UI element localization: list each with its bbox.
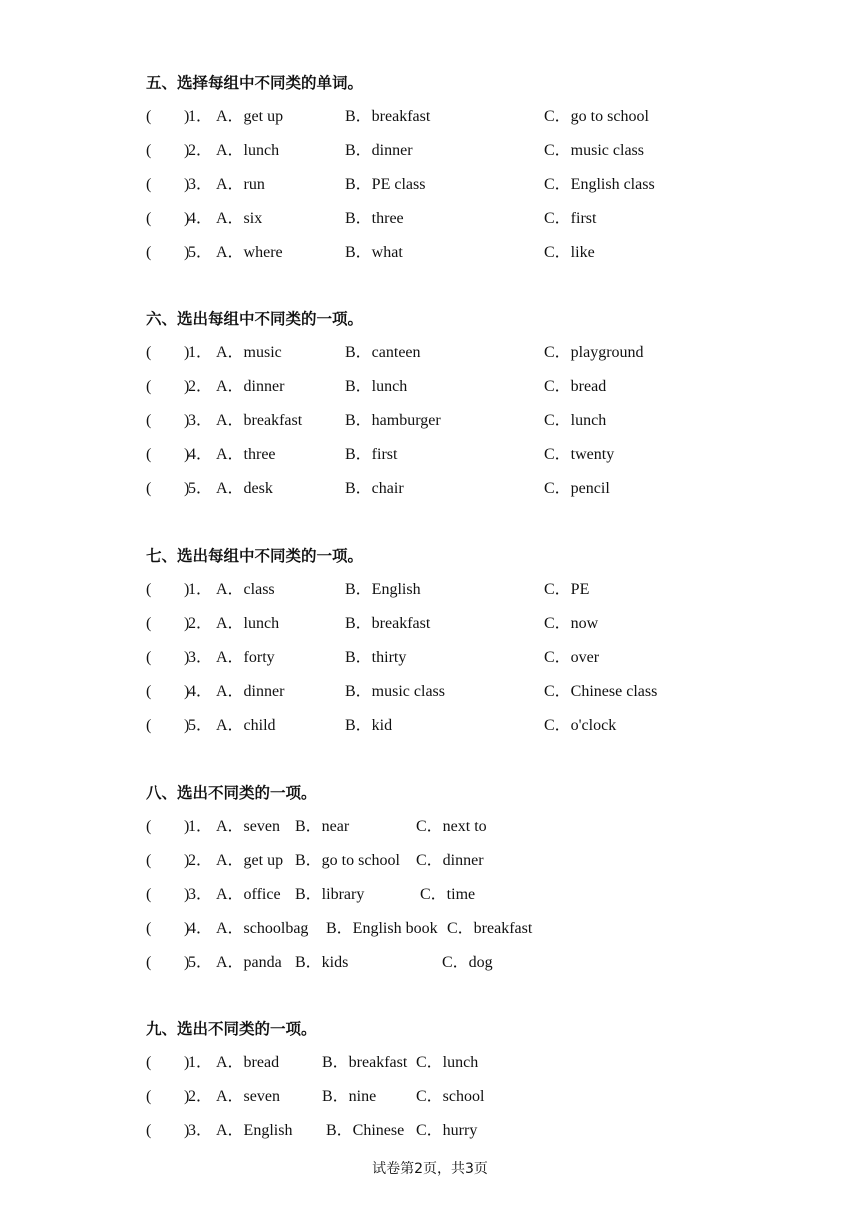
option-a: A．panda xyxy=(216,954,282,971)
answer-paren-left: ( xyxy=(146,176,152,193)
option-b: B．dinner xyxy=(345,142,413,159)
question-number: 5． xyxy=(188,954,213,971)
section-title: 九、选出不同类的一项。 xyxy=(146,1020,317,1038)
option-b: B．library xyxy=(295,886,365,903)
answer-paren-left: ( xyxy=(146,210,152,227)
answer-paren-right: ) xyxy=(184,108,190,125)
option-c: C．hurry xyxy=(416,1122,478,1139)
option-b: B．PE class xyxy=(345,176,426,193)
option-c: C．lunch xyxy=(544,412,607,429)
option-a: A．class xyxy=(216,581,275,598)
option-b: B．English book xyxy=(326,920,438,937)
section-title: 六、选出每组中不同类的一项。 xyxy=(146,310,364,328)
question-number: 5． xyxy=(188,244,213,261)
question-section xyxy=(146,1012,826,1148)
answer-paren-left: ( xyxy=(146,649,152,666)
option-c: C．twenty xyxy=(544,446,615,463)
option-a: A．dinner xyxy=(216,378,285,395)
option-a: A．where xyxy=(216,244,283,261)
option-b: B．three xyxy=(345,210,404,227)
question-number: 1． xyxy=(188,581,213,598)
question-number: 3． xyxy=(188,886,213,903)
answer-paren-left: ( xyxy=(146,1054,152,1071)
option-c: C．Chinese class xyxy=(544,683,658,700)
option-c: C．o'clock xyxy=(544,717,617,734)
answer-paren-right: ) xyxy=(184,818,190,835)
answer-paren-right: ) xyxy=(184,244,190,261)
answer-paren-right: ) xyxy=(184,446,190,463)
option-c: C．playground xyxy=(544,344,644,361)
question-number: 4． xyxy=(188,683,213,700)
answer-paren-left: ( xyxy=(146,954,152,971)
option-c: C．first xyxy=(544,210,597,227)
answer-paren-left: ( xyxy=(146,378,152,395)
option-c: C．PE xyxy=(544,581,590,598)
option-a: A．English xyxy=(216,1122,293,1139)
section-title: 五、选择每组中不同类的单词。 xyxy=(146,74,364,92)
answer-paren-left: ( xyxy=(146,818,152,835)
question-section xyxy=(146,302,826,506)
question-number: 3． xyxy=(188,176,213,193)
option-c: C．dinner xyxy=(416,852,484,869)
question-number: 5． xyxy=(188,480,213,497)
option-c: C．over xyxy=(544,649,600,666)
question-row xyxy=(146,438,826,472)
question-number: 2． xyxy=(188,142,213,159)
option-b: B．first xyxy=(345,446,398,463)
option-b: B．breakfast xyxy=(345,615,431,632)
option-b: B．thirty xyxy=(345,649,407,666)
section-title: 七、选出每组中不同类的一项。 xyxy=(146,547,364,565)
option-b: B．Chinese xyxy=(326,1122,405,1139)
question-number: 4． xyxy=(188,210,213,227)
answer-paren-left: ( xyxy=(146,1122,152,1139)
answer-paren-left: ( xyxy=(146,412,152,429)
question-row xyxy=(146,573,826,607)
answer-paren-right: ) xyxy=(184,210,190,227)
answer-paren-right: ) xyxy=(184,954,190,971)
question-number: 2． xyxy=(188,1088,213,1105)
question-row xyxy=(146,1114,826,1148)
option-a: A．dinner xyxy=(216,683,285,700)
answer-paren-right: ) xyxy=(184,649,190,666)
option-a: A．forty xyxy=(216,649,275,666)
option-a: A．seven xyxy=(216,1088,280,1105)
option-a: A．office xyxy=(216,886,281,903)
question-row xyxy=(146,168,826,202)
option-b: B．breakfast xyxy=(322,1054,408,1071)
option-c: C．time xyxy=(420,886,476,903)
question-number: 1． xyxy=(188,344,213,361)
option-b: B．what xyxy=(345,244,403,261)
question-row xyxy=(146,404,826,438)
answer-paren-right: ) xyxy=(184,142,190,159)
option-b: B．canteen xyxy=(345,344,421,361)
question-number: 1． xyxy=(188,108,213,125)
answer-paren-right: ) xyxy=(184,615,190,632)
option-a: A．six xyxy=(216,210,263,227)
question-row xyxy=(146,370,826,404)
option-c: C．like xyxy=(544,244,595,261)
question-number: 3． xyxy=(188,1122,213,1139)
question-section xyxy=(146,539,826,743)
question-number: 5． xyxy=(188,717,213,734)
option-b: B．lunch xyxy=(345,378,408,395)
question-number: 3． xyxy=(188,649,213,666)
section-title: 八、选出不同类的一项。 xyxy=(146,784,317,802)
option-a: A．get up xyxy=(216,108,284,125)
question-row xyxy=(146,810,826,844)
option-b: B．chair xyxy=(345,480,404,497)
question-row xyxy=(146,134,826,168)
answer-paren-left: ( xyxy=(146,344,152,361)
answer-paren-left: ( xyxy=(146,480,152,497)
answer-paren-left: ( xyxy=(146,886,152,903)
answer-paren-left: ( xyxy=(146,581,152,598)
option-a: A．desk xyxy=(216,480,273,497)
answer-paren-left: ( xyxy=(146,108,152,125)
option-c: C．lunch xyxy=(416,1054,479,1071)
answer-paren-right: ) xyxy=(184,1122,190,1139)
option-b: B．English xyxy=(345,581,421,598)
option-c: C．breakfast xyxy=(447,920,533,937)
answer-paren-right: ) xyxy=(184,683,190,700)
answer-paren-right: ) xyxy=(184,717,190,734)
answer-paren-right: ) xyxy=(184,480,190,497)
option-a: A．breakfast xyxy=(216,412,303,429)
answer-paren-right: ) xyxy=(184,886,190,903)
option-c: C．now xyxy=(544,615,599,632)
option-a: A．three xyxy=(216,446,276,463)
question-row xyxy=(146,675,826,709)
question-row xyxy=(146,1046,826,1080)
answer-paren-right: ) xyxy=(184,412,190,429)
option-c: C．next to xyxy=(416,818,487,835)
option-c: C．music class xyxy=(544,142,644,159)
option-a: A．lunch xyxy=(216,615,280,632)
question-number: 1． xyxy=(188,818,213,835)
answer-paren-right: ) xyxy=(184,176,190,193)
question-row xyxy=(146,878,826,912)
option-a: A．get up xyxy=(216,852,284,869)
answer-paren-left: ( xyxy=(146,920,152,937)
option-a: A．lunch xyxy=(216,142,280,159)
question-number: 2． xyxy=(188,852,213,869)
option-a: A．music xyxy=(216,344,282,361)
option-b: B．hamburger xyxy=(345,412,441,429)
question-row xyxy=(146,607,826,641)
option-b: B．near xyxy=(295,818,350,835)
option-b: B．nine xyxy=(322,1088,377,1105)
question-row xyxy=(146,336,826,370)
question-number: 4． xyxy=(188,920,213,937)
option-c: C．English class xyxy=(544,176,655,193)
question-row xyxy=(146,236,826,270)
option-b: B．kid xyxy=(345,717,393,734)
option-a: A．seven xyxy=(216,818,280,835)
option-b: B．go to school xyxy=(295,852,400,869)
answer-paren-left: ( xyxy=(146,1088,152,1105)
question-row xyxy=(146,202,826,236)
answer-paren-right: ) xyxy=(184,581,190,598)
question-number: 3． xyxy=(188,412,213,429)
question-row xyxy=(146,844,826,878)
answer-paren-right: ) xyxy=(184,920,190,937)
answer-paren-right: ) xyxy=(184,852,190,869)
option-c: C．dog xyxy=(442,954,493,971)
option-a: A．schoolbag xyxy=(216,920,309,937)
question-row xyxy=(146,709,826,743)
option-c: C．school xyxy=(416,1088,485,1105)
answer-paren-left: ( xyxy=(146,717,152,734)
answer-paren-right: ) xyxy=(184,344,190,361)
answer-paren-right: ) xyxy=(184,378,190,395)
question-number: 4． xyxy=(188,446,213,463)
option-b: B．breakfast xyxy=(345,108,431,125)
answer-paren-left: ( xyxy=(146,244,152,261)
answer-paren-left: ( xyxy=(146,446,152,463)
answer-paren-left: ( xyxy=(146,852,152,869)
question-number: 2． xyxy=(188,615,213,632)
option-a: A．run xyxy=(216,176,265,193)
option-a: A．bread xyxy=(216,1054,280,1071)
question-row xyxy=(146,100,826,134)
question-section xyxy=(146,66,826,270)
answer-paren-left: ( xyxy=(146,683,152,700)
question-number: 2． xyxy=(188,378,213,395)
answer-paren-left: ( xyxy=(146,615,152,632)
option-c: C．pencil xyxy=(544,480,610,497)
option-a: A．child xyxy=(216,717,276,734)
question-row xyxy=(146,472,826,506)
question-number: 1． xyxy=(188,1054,213,1071)
question-row xyxy=(146,1080,826,1114)
option-c: C．bread xyxy=(544,378,607,395)
question-row xyxy=(146,946,826,980)
answer-paren-left: ( xyxy=(146,142,152,159)
answer-paren-right: ) xyxy=(184,1088,190,1105)
option-b: B．music class xyxy=(345,683,445,700)
question-section xyxy=(146,776,826,980)
option-c: C．go to school xyxy=(544,108,649,125)
question-row xyxy=(146,912,826,946)
answer-paren-right: ) xyxy=(184,1054,190,1071)
page-footer: 试卷第2页，共3页 xyxy=(372,1161,488,1177)
option-b: B．kids xyxy=(295,954,349,971)
question-row xyxy=(146,641,826,675)
